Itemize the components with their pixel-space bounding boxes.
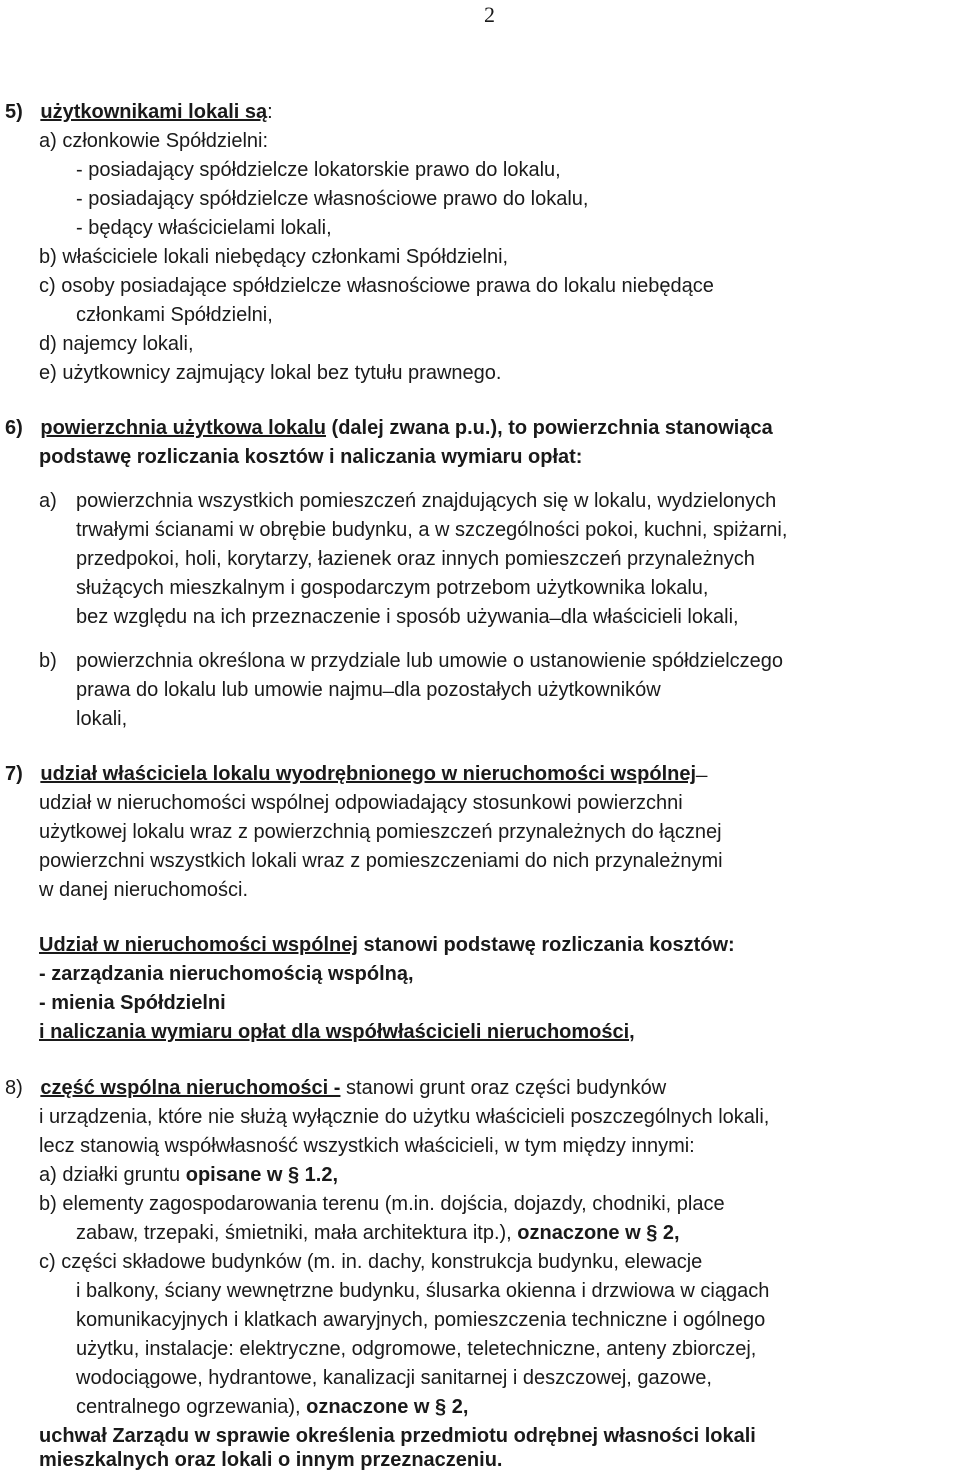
section-6-item-b-line2: prawa do lokalu lub umowie najmu ̶ dla pozostałych użytkowników [76, 679, 661, 701]
section-7-number: 7) [5, 763, 23, 785]
section-6-item-b-line1: powierzchnia określona w przydziale lub umowie o ustanowienie spółdzielczego [76, 650, 784, 672]
section-8-item-c-line4: użytku, instalacje: elektryczne, odgromowe, teletechniczne, anteny zbiorczej, [76, 1338, 757, 1360]
section-8-item-c-line2: i balkony, ściany wewnętrzne budynku, ślusarka okienna i drzwiowa w ciągach [76, 1280, 770, 1302]
section-5-heading [5, 98, 273, 126]
section-5-term: użytkownikami lokali są [40, 101, 268, 123]
section-5-item-a: a) członkowie Spółdzielni: [39, 130, 269, 152]
section-7-dash: ̶ [696, 763, 702, 785]
section-5-item-c-line2: członkami Spółdzielni, [76, 304, 273, 326]
section-5-item-a3: - będący właścicielami lokali, [76, 217, 332, 239]
section-8-term: część wspólna nieruchomości - [40, 1077, 341, 1099]
section-5-item-c-line1: c) osoby posiadające spółdzielcze własnościowe prawa do lokalu niebędące [39, 275, 714, 297]
section-7-paragraph-line3: - mienia Spółdzielni [39, 992, 226, 1014]
section-8-item-a-text: a) działki gruntu [39, 1164, 186, 1186]
section-8-final-line2: mieszkalnych oraz lokali o innym przeznaczeniu. [39, 1449, 503, 1471]
section-8-item-b-line1: b) elementy zagospodarowania terenu (m.in. dojścia, dojazdy, chodniki, place [39, 1193, 725, 1215]
section-7-line2: użytkowej lokalu wraz z powierzchnią pomieszczeń przynależnych do łącznej [39, 821, 722, 843]
section-7-paragraph-rest: stanowi podstawę rozliczania kosztów: [357, 934, 735, 956]
section-5-item-b: b) właściciele lokali niebędący członkami Spółdzielni, [39, 246, 509, 268]
section-6-heading-rest: (dalej zwana p.u.), to powierzchnia stanowiąca [325, 417, 773, 439]
section-7-paragraph-line4: i naliczania wymiaru opłat dla współwłaścicieli nieruchomości, [39, 1021, 635, 1043]
section-5-item-d: d) najemcy lokali, [39, 333, 194, 355]
section-8-heading [5, 1074, 666, 1102]
section-7-line4: w danej nieruchomości. [39, 879, 248, 901]
section-8-item-c-text: centralnego ogrzewania), [76, 1396, 307, 1418]
section-6-item-a-line2: trwałymi ścianami w obrębie budynku, a w szczególności pokoi, kuchni, spiżarni, [76, 519, 788, 541]
section-6-heading [5, 414, 773, 442]
section-6-item-a-line4: służących mieszkalnym i gospodarczym potrzebom użytkownika lokalu, [76, 577, 709, 599]
section-7-term: udział właściciela lokalu wyodrębnionego w nieruchomości wspólnej [40, 763, 697, 785]
section-8-item-a [39, 1161, 338, 1189]
section-7-paragraph-term: Udział w nieruchomości wspólnej [39, 934, 358, 956]
section-8-item-b-ref: oznaczone w § 2, [517, 1222, 680, 1244]
section-5-colon: : [267, 101, 273, 123]
section-6-item-b-line3: lokali, [76, 708, 128, 730]
section-8-item-c-line6 [76, 1393, 468, 1421]
section-8-item-c-line5: wodociągowe, hydrantowe, kanalizacji sanitarnej i deszczowej, gazowe, [76, 1367, 712, 1389]
section-5-item-e: e) użytkownicy zajmujący lokal bez tytułu prawnego. [39, 362, 502, 384]
section-6-item-a-label: a) [39, 490, 57, 512]
section-8-item-c-ref: oznaczone w § 2, [306, 1396, 469, 1418]
section-8-item-b-text: zabaw, trzepaki, śmietniki, mała architektura itp.), [76, 1222, 518, 1244]
section-8-heading-rest: stanowi grunt oraz części budynków [340, 1077, 667, 1099]
section-6-number: 6) [5, 417, 23, 439]
page-number: 2 [484, 2, 495, 27]
section-5-item-a1: - posiadający spółdzielcze lokatorskie prawo do lokalu, [76, 159, 561, 181]
section-7-line1: udział w nieruchomości wspólnej odpowiadający stosunkowi powierzchni [39, 792, 683, 814]
section-8-item-b-line2 [76, 1219, 680, 1247]
section-6-item-a-line3: przedpokoi, holi, korytarzy, łazienek oraz innych pomieszczeń przynależnych [76, 548, 755, 570]
section-7-paragraph-line1 [39, 931, 735, 959]
section-6-item-a-line1: powierzchnia wszystkich pomieszczeń znajdujących się w lokalu, wydzielonych [76, 490, 777, 512]
section-5-item-a2: - posiadający spółdzielcze własnościowe prawo do lokalu, [76, 188, 589, 210]
section-8-final-line1: uchwał Zarządu w sprawie określenia przedmiotu odrębnej własności lokali [39, 1425, 756, 1447]
section-5-number: 5) [5, 101, 23, 123]
section-8-item-c-line1: c) części składowe budynków (m. in. dachy, konstrukcja budynku, elewacje [39, 1251, 703, 1273]
section-7-paragraph-line2: - zarządzania nieruchomością wspólną, [39, 963, 414, 985]
section-8-number: 8) [5, 1077, 23, 1099]
section-7-heading [5, 760, 702, 788]
section-8-item-a-ref: opisane w § 1.2, [185, 1164, 339, 1186]
section-6-heading-line2: podstawę rozliczania kosztów i naliczania wymiaru opłat: [39, 446, 583, 468]
section-6-term: powierzchnia użytkowa lokalu [40, 417, 326, 439]
section-6-item-a-line5: bez względu na ich przeznaczenie i sposób używania ̶ dla właścicieli lokali, [76, 606, 739, 628]
section-7-line3: powierzchni wszystkich lokali wraz z pomieszczeniami do nich przynależnymi [39, 850, 723, 872]
section-8-line2: i urządzenia, które nie służą wyłącznie do użytku właścicieli poszczególnych lokali, [39, 1106, 770, 1128]
section-8-line3: lecz stanowią współwłasność wszystkich właścicieli, w tym między innymi: [39, 1135, 695, 1157]
section-6-item-b-label: b) [39, 650, 57, 672]
section-8-item-c-line3: komunikacyjnych i klatkach awaryjnych, pomieszczenia techniczne i ogólnego [76, 1309, 766, 1331]
